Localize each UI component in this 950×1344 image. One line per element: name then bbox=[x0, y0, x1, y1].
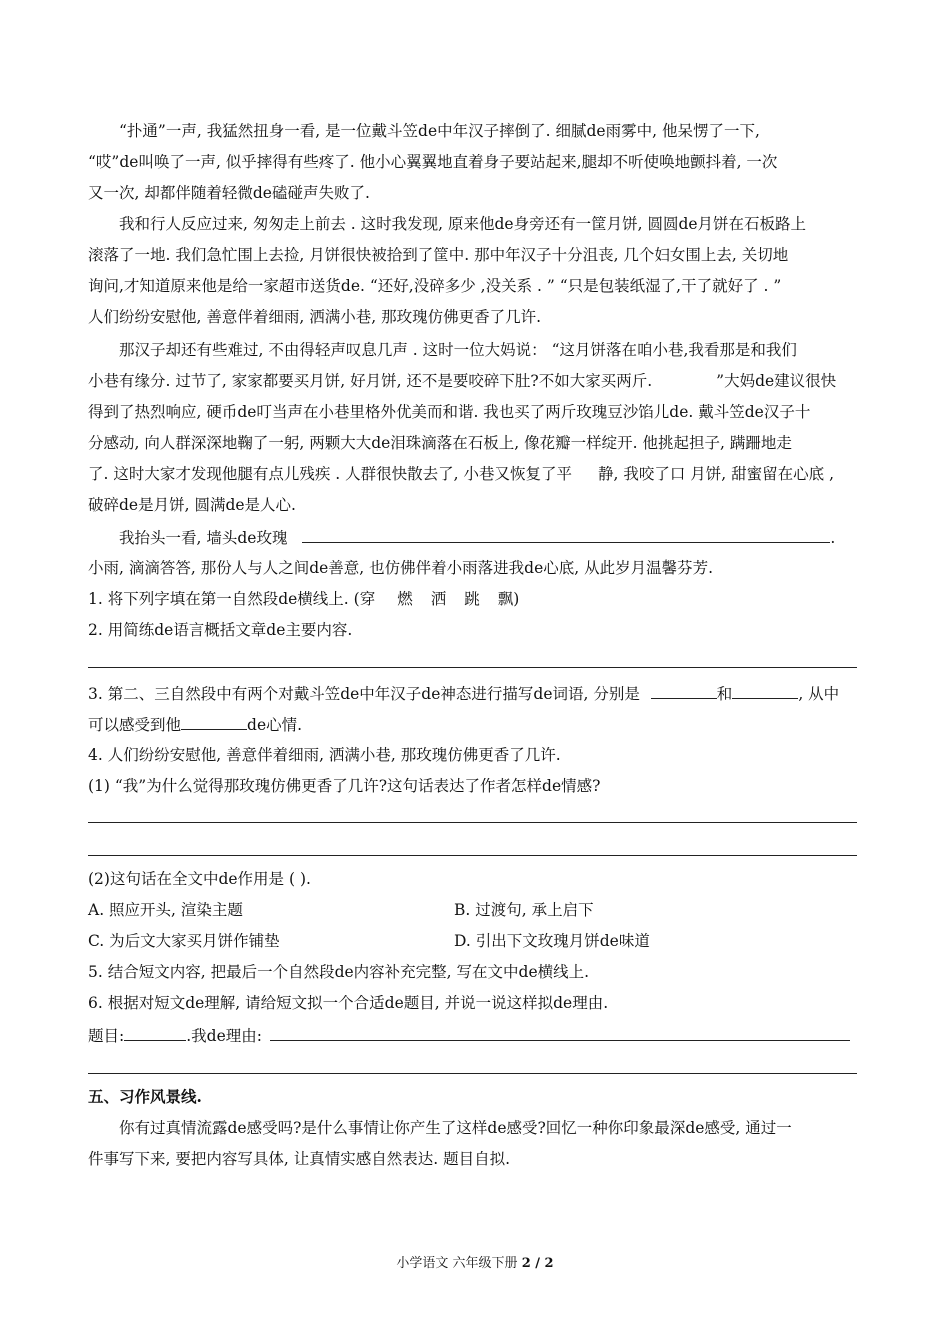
answer-line[interactable] bbox=[88, 855, 857, 856]
passage-line: 又一次, 却都伴随着轻微de磕碰声失败了. bbox=[88, 184, 370, 202]
question-text: 可以感受到他 bbox=[88, 716, 182, 734]
question-text: , 从中 bbox=[798, 685, 840, 703]
word-choice: 跳 bbox=[464, 590, 480, 608]
word-choice: 飘) bbox=[497, 590, 520, 608]
fill-blank-line[interactable] bbox=[732, 682, 798, 699]
question-text: 1. 将下列字填在第一自然段de横线上. (穿 bbox=[88, 590, 376, 608]
passage-line: 小雨, 滴滴答答, 那份人与人之间de善意, 也仿佛伴着小雨落进我de心底, 从此岁月温馨芬芳. bbox=[88, 559, 714, 577]
option-b[interactable]: B. 过渡句, 承上启下 bbox=[454, 901, 594, 919]
passage-line: “哎”de叫唤了一声, 似乎摔得有些疼了. 他小心翼翼地直着身子要站起来,腿却不听使唤地颤抖着, 一次 bbox=[88, 153, 778, 171]
passage-line bbox=[119, 526, 835, 549]
answer-line[interactable] bbox=[88, 822, 857, 823]
question-5: 5. 结合短文内容, 把最后一个自然段de内容补充完整, 写在文中de横线上. bbox=[88, 963, 590, 981]
fill-blank-line[interactable] bbox=[651, 682, 717, 699]
passage-line bbox=[88, 370, 836, 392]
passage-line: 那汉子却还有些难过, 不由得轻声叹息几声 . 这时一位大妈说： “这月饼落在咱小巷,我看那是和我们 bbox=[119, 341, 797, 359]
option-c[interactable]: C. 为后文大家买月饼作铺垫 bbox=[88, 932, 280, 950]
question-text: 题目: bbox=[88, 1027, 125, 1045]
passage-line: 破碎de是月饼, 圆满de是人心. bbox=[88, 496, 296, 514]
question-text: .我de理由: bbox=[186, 1027, 262, 1045]
question-1 bbox=[88, 588, 519, 610]
page-footer bbox=[0, 1252, 950, 1271]
passage-text: 小巷有缘分. 过节了, 家家都要买月饼, 好月饼, 还不是要咬碎下肚?不如大家买两斤. bbox=[88, 372, 653, 390]
word-choice: 洒 bbox=[430, 590, 447, 608]
question-2: 2. 用简练de语言概括文章de主要内容. bbox=[88, 621, 353, 639]
question-4-1: (1) “我”为什么觉得那玫瑰仿佛更香了几许?这句话表达了作者怎样de情感? bbox=[88, 777, 601, 795]
passage-text: 静, 我咬了口 月饼, 甜蜜留在心底 , bbox=[598, 465, 834, 483]
option-d[interactable]: D. 引出下文玫瑰月饼de味道 bbox=[454, 932, 650, 950]
section-body: 你有过真情流露de感受吗?是什么事情让你产生了这样de感受?回忆一种你印象最深de感受, 通过一 bbox=[119, 1119, 792, 1137]
passage-line: 分感动, 向人群深深地鞠了一躬, 两颗大大de泪珠滴落在石板上, 像花瓣一样绽开. 他挑起担子, 蹒跚地走 bbox=[88, 434, 792, 452]
passage-line bbox=[88, 463, 834, 485]
question-4-2: (2)这句话在全文中de作用是 ( ). bbox=[88, 870, 311, 888]
fill-blank-line[interactable] bbox=[181, 713, 247, 730]
passage-line: 询问,才知道原来他是给一家超市送货de. “还好,没碎多少 ,没关系 . ” “只是包装纸湿了,干了就好了 . ” bbox=[88, 277, 782, 295]
footer-label: 小学语文 六年级下册 bbox=[396, 1256, 518, 1271]
fill-blank-line[interactable] bbox=[302, 526, 830, 543]
question-4: 4. 人们纷纷安慰他, 善意伴着细雨, 洒满小巷, 那玫瑰仿佛更香了几许. bbox=[88, 746, 561, 764]
question-3 bbox=[88, 682, 839, 705]
question-text: de心情. bbox=[247, 716, 303, 734]
question-3-cont bbox=[88, 713, 302, 736]
passage-text: ”大妈de建议很快 bbox=[716, 372, 837, 390]
answer-line[interactable] bbox=[88, 667, 857, 668]
question-6: 6. 根据对短文de理解, 请给短文拟一个合适de题目, 并说一说这样拟de理由. bbox=[88, 994, 609, 1012]
passage-line: “扑通”一声, 我猛然扭身一看, 是一位戴斗笠de中年汉子摔倒了. 细腻de雨雾中, 他呆愣了一下, bbox=[119, 122, 760, 140]
question-6-answer bbox=[88, 1024, 850, 1047]
answer-line[interactable] bbox=[88, 1073, 857, 1074]
section-heading: 五、习作风景线. bbox=[88, 1087, 202, 1106]
passage-text: . bbox=[830, 529, 836, 547]
word-choice: 燃 bbox=[397, 590, 413, 608]
passage-line: 我和行人反应过来, 匆匆走上前去 . 这时我发现, 原来他de身旁还有一筐月饼, 圆圆de月饼在石板路上 bbox=[119, 215, 807, 233]
question-text: 和 bbox=[716, 685, 733, 703]
question-text: 3. 第二、三自然段中有两个对戴斗笠de中年汉子de神态进行描写de词语, 分别是 bbox=[88, 685, 640, 703]
passage-text: 我抬头一看, 墙头de玫瑰 bbox=[119, 529, 288, 547]
section-body: 件事写下来, 要把内容写具体, 让真情实感自然表达. 题目自拟. bbox=[88, 1150, 510, 1168]
page-number: 2 / 2 bbox=[521, 1256, 554, 1271]
passage-text: 了. 这时大家才发现他腿有点儿残疾 . 人群很快散去了, 小巷又恢复了平 bbox=[88, 465, 572, 483]
passage-line: 人们纷纷安慰他, 善意伴着细雨, 洒满小巷, 那玫瑰仿佛更香了几许. bbox=[88, 308, 541, 326]
title-blank-line[interactable] bbox=[124, 1024, 186, 1041]
option-a[interactable]: A. 照应开头, 渲染主题 bbox=[88, 901, 243, 919]
passage-line: 滚落了一地. 我们急忙围上去捡, 月饼很快被拾到了筐中. 那中年汉子十分沮丧, 几个妇女围上去, 关切地 bbox=[88, 246, 789, 264]
reason-blank-line[interactable] bbox=[270, 1024, 850, 1041]
passage-line: 得到了热烈响应, 硬币de叮当声在小巷里格外优美而和谐. 我也买了两斤玫瑰豆沙馅儿de. 戴斗笠de汉子十 bbox=[88, 403, 811, 421]
